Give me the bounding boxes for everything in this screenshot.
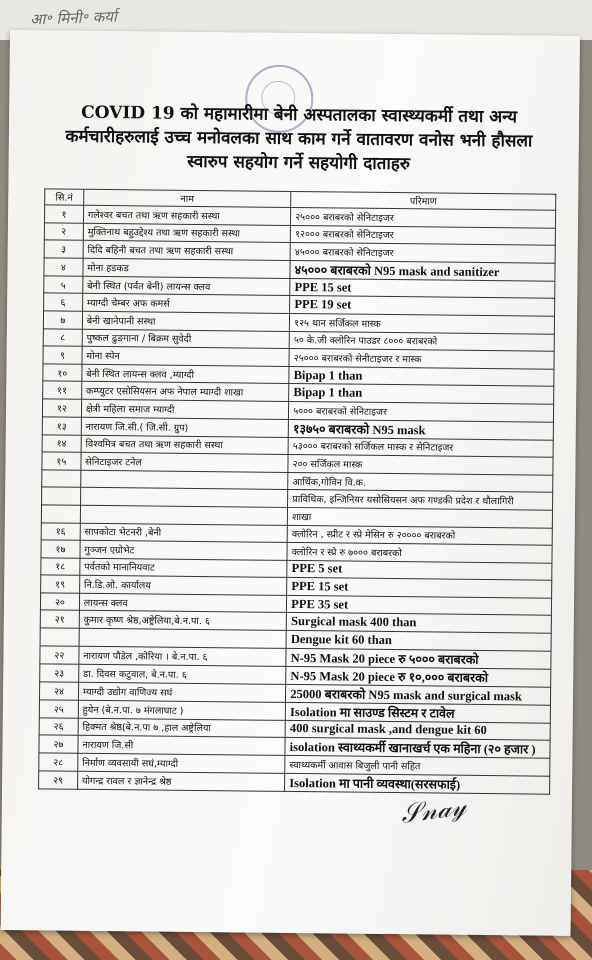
- row-sn: २७: [39, 735, 78, 753]
- row-name: मोना हडकड: [83, 258, 291, 278]
- row-sn: १५: [42, 452, 81, 470]
- row-amount: Dengue kit 60 than: [286, 630, 551, 650]
- row-sn: २८: [39, 753, 78, 771]
- row-sn: [42, 470, 81, 488]
- row-name: सेनिटाइजर टनेल: [81, 452, 289, 472]
- row-name: लायन्स क्लव: [79, 593, 287, 613]
- row-amount: स्वाथ्यकर्मी आवास बिजुली पानी सहित: [285, 756, 550, 776]
- row-sn: २४: [39, 682, 78, 700]
- row-sn: २१: [40, 610, 79, 628]
- row-amount: ४५००० बराबरको N95 mask and sanitizer: [290, 260, 555, 281]
- row-amount: PPE 19 set: [290, 296, 555, 316]
- row-amount: Surgical mask 400 than: [286, 613, 551, 633]
- row-sn: १४: [42, 434, 81, 452]
- row-name: गुञ्जन एग्रोभेट: [80, 540, 288, 560]
- row-sn: ६: [44, 293, 83, 311]
- row-name: म्याग्दी चेम्बर अफ कमर्स: [82, 294, 290, 314]
- row-name: क्षेत्री महिला समाज म्याग्दी: [81, 399, 289, 419]
- row-sn: ४: [44, 258, 83, 276]
- row-sn: [41, 505, 80, 523]
- heading-line-1: COVID 19 को महामारीमा बेनी अस्पतालका स्वास्थ्यकर्मी तथा अन्य: [81, 102, 518, 128]
- row-amount: PPE 35 set: [287, 595, 552, 615]
- row-amount: १२००० बराबरको सेनिटाइजर: [291, 225, 556, 245]
- header-sn: सि.नं: [45, 189, 84, 205]
- row-name: नारायण जि.सी.( जि.सी. ग्रुप): [81, 417, 289, 437]
- donor-table-body: [39, 205, 556, 794]
- header-amount: परिमाण: [291, 191, 556, 210]
- row-sn: १७: [41, 540, 80, 558]
- row-amount: ५३००० बराबरको सर्जिकल मास्क र सेनिटाइजर: [288, 437, 553, 457]
- row-name: पुष्कल ढुङगाना / बिक्रम सुवेदी: [82, 329, 290, 349]
- row-sn: १८: [41, 558, 80, 576]
- row-name: दिदि बहिनी बचत तथा ऋण सहकारी सस्था: [83, 240, 291, 260]
- row-sn: १९: [41, 575, 80, 593]
- row-amount: १३७५० बराबरको N95 mask: [288, 419, 553, 440]
- row-amount: क्लोरिन , स्प्रीट र स्प्रे मेसिन रु २०००० बराबरको: [287, 525, 552, 545]
- row-amount: Bipap 1 than: [289, 384, 554, 404]
- row-amount: २५००० बराबरको सेनीटाइजर र मास्क: [289, 349, 554, 369]
- row-name: योगन्द्र रावल र ज्ञानेन्द्र श्रेष्ठ: [77, 771, 285, 791]
- row-name: डा. दिवस कटुवाल, बे.न.पा. ६: [79, 664, 287, 684]
- row-amount: ५० के.जी क्लोरिन पाउडर ८००० बराबरको: [289, 331, 554, 351]
- row-name: [79, 628, 287, 648]
- row-sn: २२: [40, 646, 79, 664]
- row-name: मोना स्पेन: [82, 346, 290, 366]
- row-amount: Isolation मा पानी व्यवस्था(सरसफाई): [285, 773, 550, 794]
- row-amount: Isolation मा साउण्ड सिस्टम र टावेल: [286, 702, 551, 723]
- row-sn: १३: [42, 416, 81, 434]
- row-amount: २०० सर्जिकल मास्क: [288, 455, 553, 475]
- row-sn: १: [44, 205, 83, 223]
- row-name: बेनी स्थित (पर्वत बेनी) लायन्स क्लव: [83, 276, 291, 296]
- header-name: नाम: [83, 189, 291, 207]
- row-name: [80, 488, 288, 508]
- row-name: नारायण जि.सी: [78, 736, 286, 756]
- row-name: [80, 505, 288, 525]
- row-amount: PPE 15 set: [287, 578, 552, 598]
- row-name: मुक्तिनाथ बहुउद्देश्य तथा ऋण सहकारी सस्था: [83, 223, 291, 243]
- row-sn: ९: [43, 346, 82, 364]
- row-name: गलेश्वर बचत तथा ऋण सहकारी सस्था: [83, 205, 291, 225]
- row-name: कम्प्युटर एसोसियसन अफ नेपाल म्याग्दी शाखा: [81, 382, 289, 402]
- row-name: [81, 470, 289, 490]
- row-name: नि.डि.ओ. कार्यालय: [79, 576, 287, 596]
- row-amount: १२५ थान सर्जिकल मास्क: [290, 313, 555, 333]
- row-sn: २: [44, 222, 83, 240]
- row-sn: १२: [42, 399, 81, 417]
- row-amount: PPE 5 set: [287, 560, 552, 580]
- row-amount: Bipap 1 than: [289, 366, 554, 386]
- row-sn: १६: [41, 522, 80, 540]
- document-heading: [39, 100, 560, 177]
- row-amount: isolation स्वाथ्यकर्मी खानाखर्च एक महिना (२० हजार ): [285, 738, 550, 759]
- row-name: बेनी खानेपानी सस्था: [82, 311, 290, 331]
- heading-line-2: कर्मचारीहरुलाई उच्च मनोवलका साथ काम गर्ने वातावरण वनोस भनी हौसला: [65, 126, 533, 152]
- row-name: हिक्मत श्रेष्ठ(बे.न.पा ७ ,हाल अष्ट्रेलिया: [78, 718, 286, 738]
- row-sn: १०: [43, 364, 82, 382]
- row-amount: ४५००० बराबरको सेनिटाइजर: [290, 243, 555, 263]
- row-sn: २०: [40, 593, 79, 611]
- row-sn: २५: [39, 700, 78, 718]
- donor-table: [38, 188, 556, 794]
- row-name: म्याग्दी उद्योग वाणिज्य सघं: [78, 682, 286, 702]
- row-amount: प्राविधिक, इन्जिनियर यसोसियसन अफ गण्डकी प्रदेश र धौलागिरी: [288, 490, 553, 510]
- row-amount: ५००० बराबरको सेनिटाइजर: [289, 401, 554, 421]
- document-sheet: [1, 30, 580, 936]
- row-amount: N-95 Mask 20 piece रु ५००० बराबरको: [286, 648, 551, 669]
- row-sn: ८: [43, 328, 82, 346]
- row-sn: ३: [44, 240, 83, 258]
- row-name: निर्माण व्यवसायी सघं,म्याग्दी: [78, 753, 286, 773]
- row-sn: ११: [43, 381, 82, 399]
- row-name: कुमार कृष्ण श्रेष्ठ,अष्ट्रेलिया,बे.न.पा. ६: [79, 611, 287, 631]
- row-amount: 25000 बराबरको N95 mask and surgical mask: [286, 684, 551, 705]
- signature: 𝒮𝓃𝒶𝓎: [399, 791, 468, 830]
- row-sn: [40, 628, 79, 646]
- row-amount: क्लोरिन र स्प्रे रु ७००० बराबरको: [287, 543, 552, 563]
- row-amount: २५००० बराबरको सेनिटाइजर: [291, 207, 556, 227]
- heading-line-3: स्वारुप सहयोग गर्ने सहयोगी दाताहरु: [187, 151, 411, 175]
- row-sn: २६: [39, 718, 78, 736]
- row-sn: ५: [44, 276, 83, 294]
- row-amount: आर्थिक,गोविन वि.क.: [288, 472, 553, 492]
- row-sn: २३: [40, 664, 79, 682]
- background-handwriting: आ॰ मिनी॰ कर्या: [29, 7, 118, 29]
- row-name: सापकोटा भेटनरी ,बेनी: [80, 523, 288, 543]
- row-name: विश्वमित्र बचत तथा ऋण सहकारी सस्था: [81, 435, 289, 455]
- row-name: पर्वतको मानानियवाट: [80, 558, 288, 578]
- row-amount: PPE 15 set: [290, 278, 555, 298]
- row-name: बेनी स्थित लायन्स क्लव ,म्याग्दी: [82, 364, 290, 384]
- row-name: नारायण पौडेल ,कोरिया । बे.न.पा. ६: [79, 646, 287, 666]
- row-name: हुयेन (बे.न.पा. ७ मंगलाघाट ): [78, 700, 286, 720]
- row-amount: N-95 Mask 20 piece रु १०,००० बराबरको: [286, 666, 551, 687]
- row-sn: [42, 487, 81, 505]
- row-amount: 400 surgical mask ,and dengue kit 60: [285, 720, 550, 740]
- row-amount: शाखा: [288, 507, 553, 527]
- row-sn: ७: [43, 311, 82, 329]
- row-sn: २९: [39, 771, 78, 789]
